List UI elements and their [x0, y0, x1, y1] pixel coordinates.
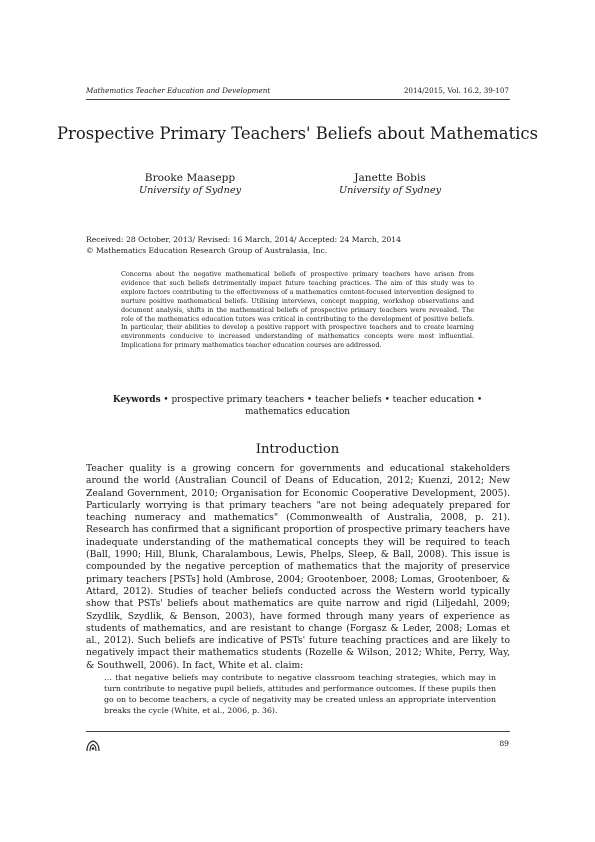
abstract: Concerns about the negative mathematical beliefs of prospective primary teachers have arisen from evidence that such beliefs detrimentally impact future teaching practices. The aim of this study was to explore factors contributing to the effectiveness of a mathematics content-focused intervention designed to nurture positive mathematical beliefs. Utilising interviews, concept mapping, workshop observations and document analysis, shifts in the mathematical beliefs of prospective primary teachers were revealed. The role of the mathematics education tutors was critical in contributing to the development of positive beliefs. In particular, their abilities to develop a positive rapport with prospective teachers and to create learning environments conducive to increased understanding of mathematics concepts were most influential. Implications for primary mathematics teacher education courses are addressed. — [121, 270, 474, 350]
author-affiliation: University of Sydney — [138, 185, 242, 196]
publication-info — [86, 234, 401, 256]
merga-logo-icon — [86, 737, 100, 749]
keywords-label: Keywords — [112, 395, 161, 405]
running-header-volume: 2014/2015, Vol. 16.2, 39-107 — [403, 86, 509, 95]
footer-divider — [86, 731, 510, 732]
page-number: 89 — [499, 739, 509, 748]
section-heading: Introduction — [255, 442, 340, 457]
author-affiliation: University of Sydney — [338, 185, 442, 196]
author-name: Janette Bobis — [354, 172, 426, 184]
header-divider — [86, 99, 510, 100]
submission-dates: Received: 28 October, 2013/ Revised: 16 March, 2014/ Accepted: 24 March, 2014 — [86, 235, 401, 244]
keywords-list: • prospective primary teachers • teacher beliefs • teacher education • mathematics education — [160, 395, 483, 417]
author-block-1 — [120, 172, 260, 196]
author-block-2 — [320, 172, 460, 196]
block-quote: … that negative beliefs may contribute to negative classroom teaching strategies, which may in turn contribute to negative pupil beliefs, attitudes and performance outcomes. If these pupils then go on to become teachers, a cycle of negativity may be created unless an appropriate intervention breaks the cycle (White, et al., 2006, p. 36). — [104, 673, 496, 716]
paper-title: Prospective Primary Teachers' Beliefs about Mathematics — [56, 124, 538, 143]
copyright-notice: © Mathematics Education Research Group of Australasia, Inc. — [86, 246, 328, 255]
keywords — [110, 395, 485, 418]
author-name: Brooke Maasepp — [144, 172, 236, 184]
body-paragraph: Teacher quality is a growing concern for governments and educational stakeholders around the world (Australian Council of Deans of Education, 2012; Kuenzi, 2012; New Zealand Government, 2010; Organisation for Economic Cooperative Development, 2005). Particularly worrying is that primary teachers "are not being adequately prepared for teaching numeracy and mathematics" (Commonwealth of Australia, 2008, p. 21). Research has confirmed that a significant proportion of prospective primary teachers have inadequate understanding of the mathematical concepts they will be required to teach (Ball, 1990; Hill, Blunk, Charalambous, Lewis, Phelps, Sleep, & Ball, 2008). This issue is compounded by the negative perception of mathematics that the majority of preservice primary teachers [PSTs] hold (Ambrose, 2004; Grootenboer, 2008; Lomas, Grootenboer, & Attard, 2012). Studies of teacher beliefs conducted across the Western world typically show that PSTs' beliefs about mathematics are quite narrow and rigid (Liljedahl, 2009; Szydlik, Szydlik, & Benson, 2003), have formed through many years of experience as students of mathematics, and are resistant to change (Forgasz & Leder, 2008; Lomas et al., 2012). Such beliefs are indicative of PSTs' future teaching practices and are likely to negatively impact their mathematics students (Rozelle & Wilson, 2012; White, Perry, Way, & Southwell, 2006). In fact, White et al. claim: — [86, 463, 510, 671]
running-header-journal: Mathematics Teacher Education and Development — [86, 86, 271, 95]
